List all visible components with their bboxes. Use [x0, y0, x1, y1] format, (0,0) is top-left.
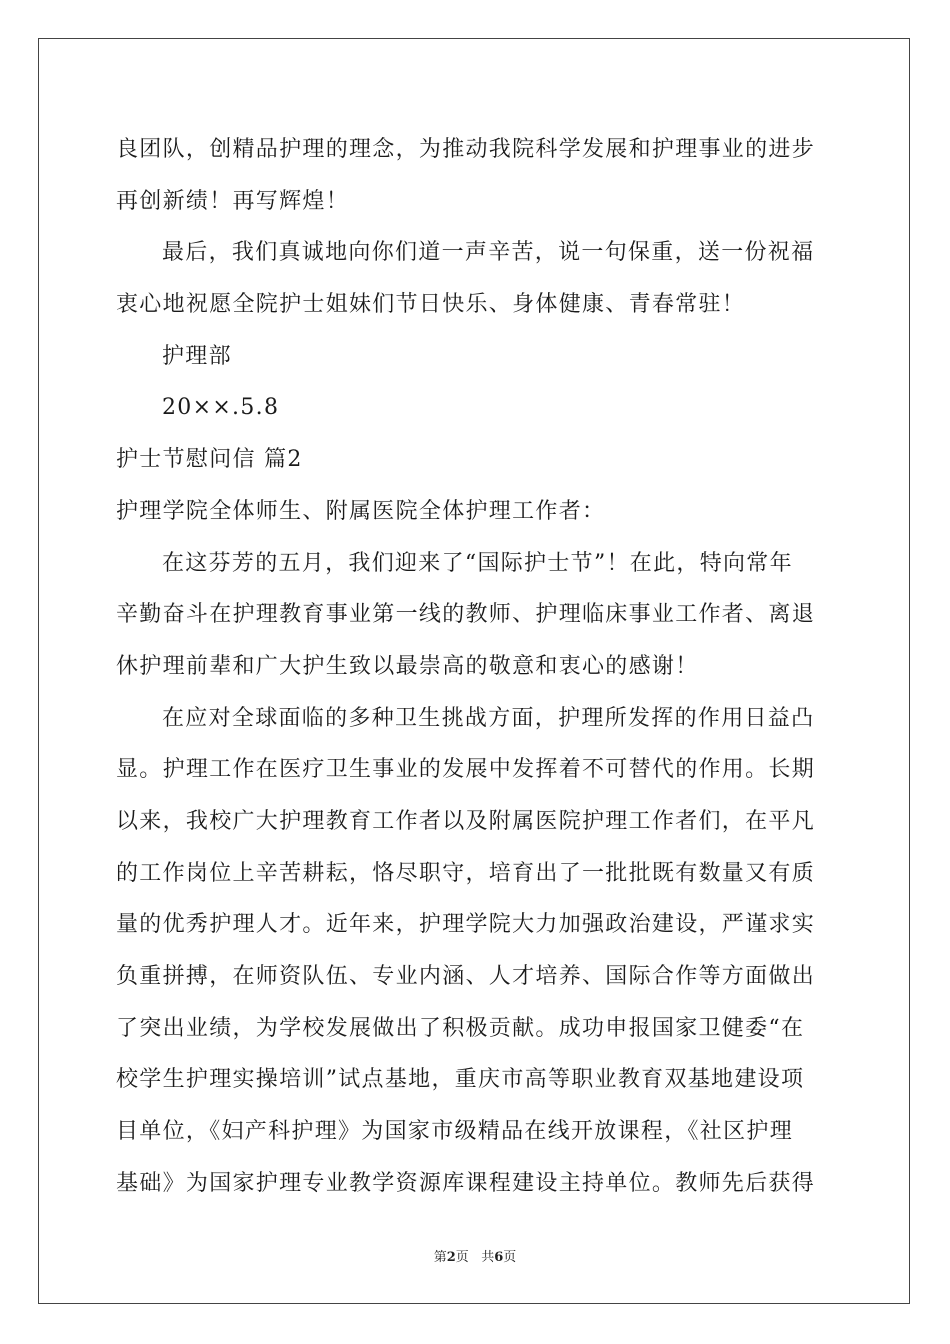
text-line: 护士节慰问信 篇2 — [116, 447, 303, 473]
text-line: 以来，我校广大护理教育工作者以及附属医院护理工作者们，在平凡 — [116, 808, 816, 834]
text-line: 在这芬芳的五月，我们迎来了“国际护士节”！在此，特向常年 — [162, 550, 793, 576]
footer-total-pages: 6 — [494, 1250, 504, 1265]
document-body — [116, 124, 832, 1209]
text-line: 负重拼搏，在师资队伍、专业内涵、人才培养、国际合作等方面做出 — [116, 964, 816, 989]
footer-total-suffix: 页 — [503, 1250, 517, 1265]
text-line: 校学生护理实操培训”试点基地，重庆市高等职业教育双基地建设项 — [116, 1067, 805, 1093]
text-line: 目单位，《妇产科护理》为国家市级精品在线开放课程，《社区护理 — [116, 1119, 794, 1145]
text-line: 衷心地祝愿全院护士姐妹们节日快乐、身体健康、青春常驻！ — [116, 292, 746, 318]
text-line: 护理学院全体师生、附属医院全体护理工作者： — [116, 498, 606, 524]
text-line: 量的优秀护理人才。近年来，护理学院大力加强政治建设，严谨求实 — [116, 912, 816, 938]
page-footer — [0, 1246, 950, 1265]
text-line: 最后，我们真诚地向你们道一声辛苦，说一句保重，送一份祝福 — [162, 240, 815, 266]
text-line: 20××.5.8 — [162, 395, 280, 421]
text-line: 基础》为国家护理专业教学资源库课程建设主持单位。教师先后获得 — [116, 1170, 816, 1196]
footer-total-prefix: 共 — [481, 1250, 495, 1265]
text-line: 辛勤奋斗在护理教育事业第一线的教师、护理临床事业工作者、离退 — [116, 602, 816, 628]
text-line: 的工作岗位上辛苦耕耘，恪尽职守，培育出了一批批既有数量又有质 — [116, 860, 816, 886]
text-line: 良团队，创精品护理的理念，为推动我院科学发展和护理事业的进步 — [116, 137, 816, 162]
text-line: 显。护理工作在医疗卫生事业的发展中发挥着不可替代的作用。长期 — [116, 757, 816, 783]
text-line: 护理部 — [162, 343, 232, 369]
text-line: 再创新绩！再写辉煌！ — [116, 188, 350, 214]
text-line: 休护理前辈和广大护生致以最崇高的敬意和衷心的感谢！ — [116, 653, 699, 679]
footer-prefix: 第 — [433, 1250, 447, 1265]
footer-page-number: 2 — [446, 1250, 456, 1265]
text-line: 了突出业绩，为学校发展做出了积极贡献。成功申报国家卫健委“在 — [116, 1015, 805, 1041]
text-line: 在应对全球面临的多种卫生挑战方面，护理所发挥的作用日益凸 — [162, 705, 815, 731]
footer-page-suffix: 页 — [455, 1250, 469, 1265]
